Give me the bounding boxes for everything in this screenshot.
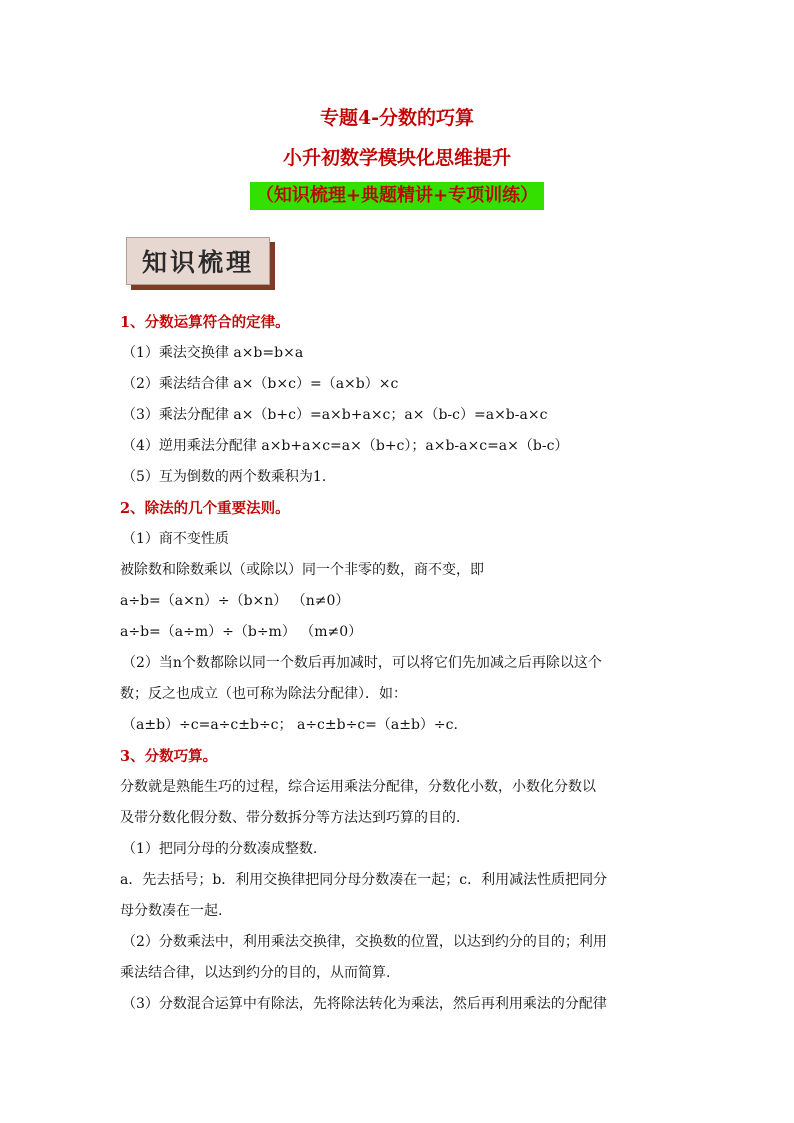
text-line: a÷b=（a×n）÷（b×n） （n≠0） [120, 593, 350, 609]
document-title: 专题4-分数的巧算 [319, 107, 475, 129]
text-line: 乘法结合律，以达到约分的目的，从而简算. [120, 965, 391, 981]
section-heading: 3、分数巧算。 [120, 748, 218, 765]
section-heading: 1、分数运算符合的定律。 [120, 314, 290, 331]
text-line: （3）乘法分配律 a×（b+c）=a×b+a×c；a×（b-c）=a×b-a×c [122, 407, 548, 423]
text-line: （1）乘法交换律 a×b=b×a [122, 345, 304, 361]
text-line: （4）逆用乘法分配律 a×b+a×c=a×（b+c）；a×b-a×c=a×（b-c） [122, 438, 569, 454]
text-line: （1）商不变性质 [122, 531, 229, 547]
text-line: 数；反之也成立（也可称为除法分配律）．如： [120, 686, 407, 702]
section-heading: 2、除法的几个重要法则。 [120, 500, 290, 517]
text-line: （2）当n个数都除以同一个数后再加减时，可以将它们先加减之后再除以这个 [122, 655, 602, 671]
text-line: （3）分数混合运算中有除法，先将除法转化为乘法，然后再利用乘法的分配律 [122, 996, 607, 1012]
text-line: a÷b=（a÷m）÷（b÷m） （m≠0） [120, 624, 363, 640]
text-line: 及带分数化假分数、带分数拆分等方法达到巧算的目的． [120, 810, 470, 826]
text-line: 母分数凑在一起. [120, 903, 223, 919]
title-block [0, 100, 794, 210]
document-subtitle: 小升初数学模块化思维提升 [282, 147, 511, 169]
tagline-wrap [0, 182, 794, 210]
content-body [120, 307, 680, 1020]
section-badge-label: 知识梳理 [141, 248, 254, 277]
tagline-highlight: （知识梳理+典题精讲+专项训练） [250, 182, 544, 210]
text-line: （2）分数乘法中，利用乘法交换律，交换数的位置，以达到约分的目的；利用 [122, 934, 607, 950]
text-line: （5）互为倒数的两个数乘积为1. [122, 469, 327, 485]
text-line: a．先去括号；b．利用交换律把同分母分数凑在一起；c．利用减法性质把同分 [120, 872, 608, 888]
text-line: （a±b）÷c=a÷c±b÷c； a÷c±b÷c=（a±b）÷c. [122, 717, 458, 733]
text-line: （2）乘法结合律 a×（b×c）=（a×b）×c [122, 376, 399, 392]
section-badge [126, 237, 270, 285]
text-line: （1）把同分母的分数凑成整数. [122, 841, 318, 857]
text-line: 被除数和除数乘以（或除以）同一个非零的数，商不变，即 [120, 562, 484, 578]
text-line: 分数就是熟能生巧的过程，综合运用乘法分配律，分数化小数，小数化分数以 [120, 779, 596, 795]
